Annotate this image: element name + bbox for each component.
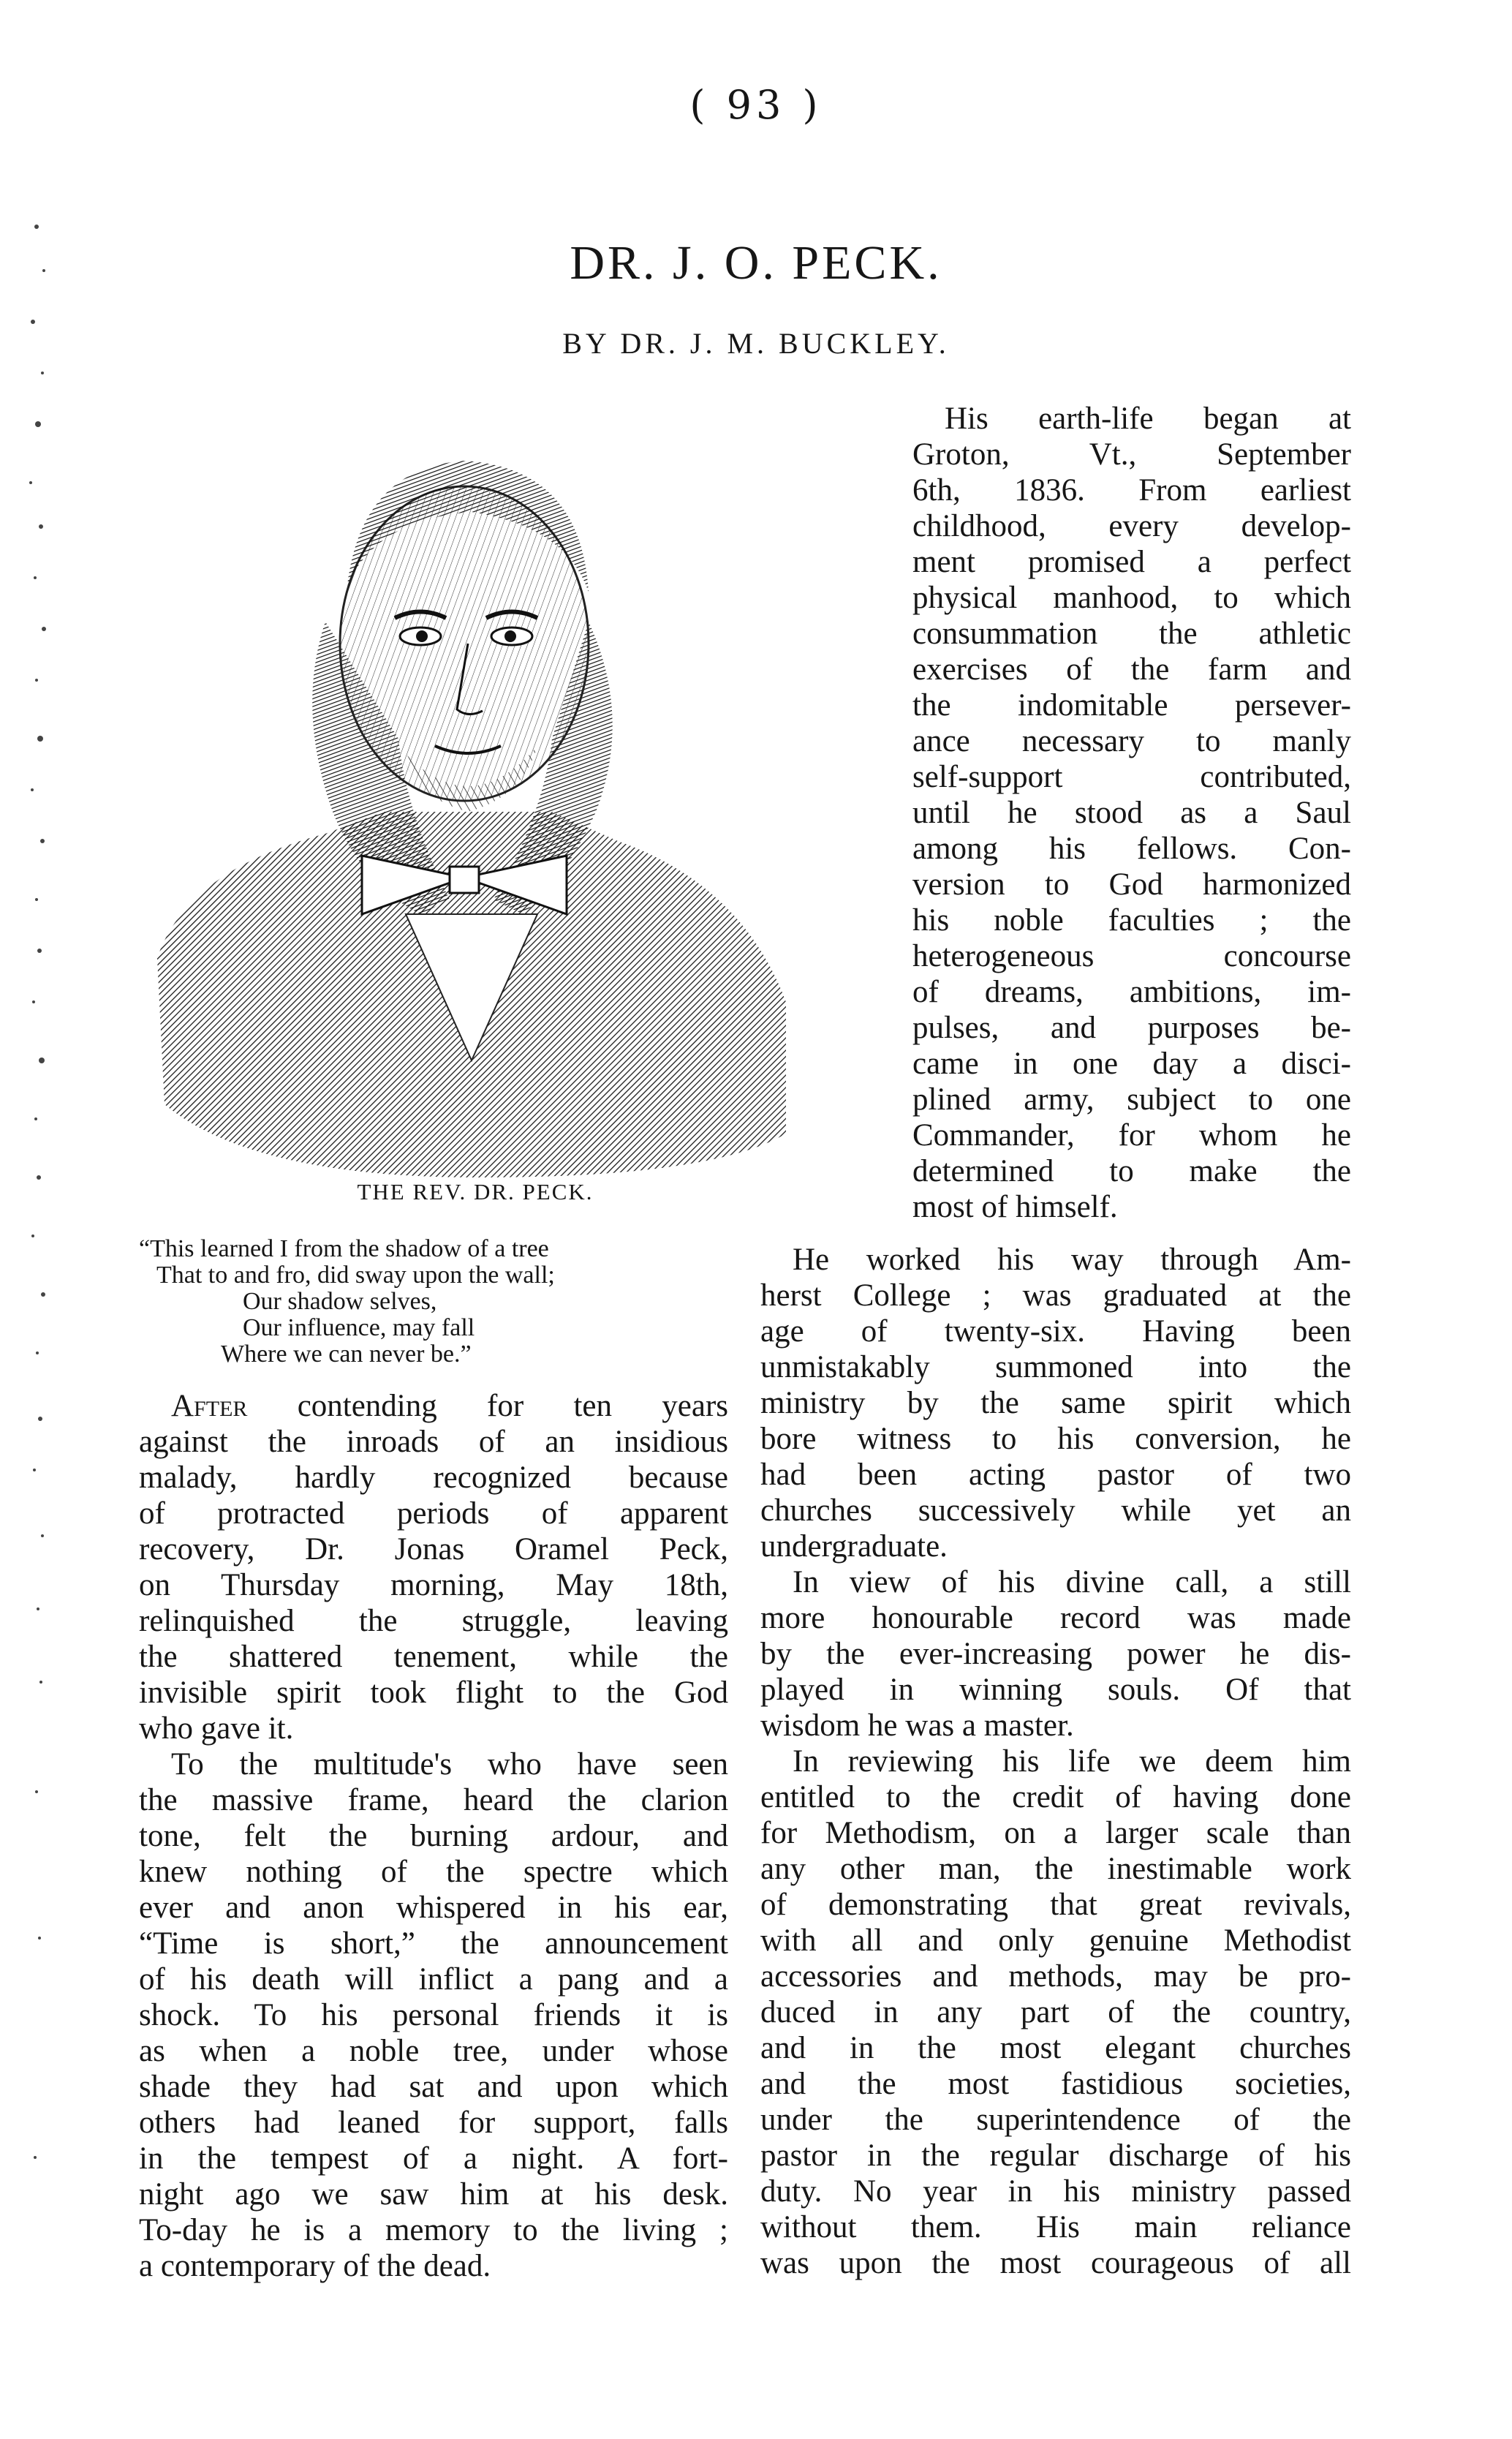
text-line: bore witness to his conversion, he <box>760 1422 1351 1456</box>
portrait-caption: THE REV. DR. PECK. <box>357 1179 594 1205</box>
text-line: 6th, 1836. From earliest <box>912 473 1351 508</box>
verse-line: Our shadow selves, <box>243 1288 437 1315</box>
verse-line: That to and fro, did sway upon the wall; <box>156 1262 555 1289</box>
verse-line: Our influence, may fall <box>243 1314 475 1341</box>
text-line: more honourable record was made <box>760 1601 1351 1635</box>
text-line: unmistakably summoned into the <box>760 1350 1351 1384</box>
margin-speckle <box>22 183 58 2377</box>
text-line: until he stood as a Saul <box>912 796 1351 830</box>
text-line: knew nothing of the spectre which <box>139 1855 728 1889</box>
text-line: his noble faculties ; the <box>912 903 1351 938</box>
epigraph-verse <box>132 1236 731 1368</box>
text-line: who gave it. <box>139 1711 294 1746</box>
text-line: version to God harmonized <box>912 867 1351 902</box>
text-line: exercises of the farm and <box>912 652 1351 687</box>
text-line: others had leaned for support, falls <box>139 2106 728 2140</box>
text-line: played in winning souls. Of that <box>760 1673 1351 1707</box>
right-column-top <box>912 401 1351 1225</box>
text-line: relinquished the struggle, leaving <box>139 1604 728 1638</box>
text-line: for Methodism, on a larger scale than <box>760 1816 1351 1850</box>
text-line: tone, felt the burning ardour, and <box>139 1819 728 1853</box>
text-line: of his death will inflict a pang and a <box>139 1962 728 1997</box>
text-line: any other man, the inestimable work <box>760 1852 1351 1886</box>
text-line: ance necessary to manly <box>912 724 1351 758</box>
text-line: pastor in the regular discharge of his <box>760 2138 1351 2173</box>
text-line: on Thursday morning, May 18th, <box>139 1568 728 1602</box>
text-line: had been acting pastor of two <box>760 1458 1351 1492</box>
text-line: of protracted periods of apparent <box>139 1496 728 1531</box>
text-line: as when a noble tree, under whose <box>139 2034 728 2068</box>
text-line: the shattered tenement, while the <box>139 1640 728 1674</box>
article-title: DR. J. O. PECK. <box>570 236 942 290</box>
text-line: ever and anon whispered in his ear, <box>139 1890 728 1925</box>
text-line: ment promised a perfect <box>912 545 1351 579</box>
text-line: most of himself. <box>912 1190 1118 1224</box>
text-line: by the ever-increasing power he dis- <box>760 1637 1351 1671</box>
text-line: malady, hardly recognized because <box>139 1460 728 1495</box>
text-line: plined army, subject to one <box>912 1082 1351 1117</box>
text-line: Commander, for whom he <box>912 1118 1351 1153</box>
text-line: His earth-life began at <box>945 402 1351 436</box>
text-line: shock. To his personal friends it is <box>139 1998 728 2032</box>
text-line: In reviewing his life we deem him <box>793 1744 1351 1779</box>
text-line: undergraduate. <box>760 1529 948 1564</box>
text-line: churches successively while yet an <box>760 1493 1351 1528</box>
text-line: determined to make the <box>912 1154 1351 1188</box>
verse-line: “This learned I from the shadow of a tree <box>139 1235 549 1262</box>
text-line: To-day he is a memory to the living ; <box>139 2213 728 2247</box>
text-line: and the most fastidious societies, <box>760 2067 1351 2101</box>
text-line: the massive frame, heard the clarion <box>139 1783 728 1817</box>
text-line: He worked his way through Am- <box>793 1243 1351 1277</box>
text-line: wisdom he was a master. <box>760 1708 1074 1743</box>
text-line: invisible spirit took flight to the God <box>139 1675 728 1710</box>
verse-line: Where we can never be.” <box>221 1341 472 1368</box>
article-byline: BY DR. J. M. BUCKLEY. <box>562 327 950 360</box>
text-line: age of twenty-six. Having been <box>760 1314 1351 1349</box>
text-line: in the tempest of a night. A fort- <box>139 2141 728 2176</box>
portrait-engraving <box>143 402 801 1177</box>
text-line: To the multitude's who have seen <box>171 1747 728 1782</box>
text-line: recovery, Dr. Jonas Oramel Peck, <box>139 1532 728 1567</box>
text-line: came in one day a disci- <box>912 1047 1351 1081</box>
text-line: consummation the athletic <box>912 617 1351 651</box>
text-line: against the inroads of an insidious <box>139 1425 728 1459</box>
text-line: night ago we saw him at his desk. <box>139 2177 728 2212</box>
right-column-body <box>760 1242 1351 2281</box>
text-line: childhood, every develop- <box>912 509 1351 543</box>
text-line: accessories and methods, may be pro- <box>760 1959 1351 1994</box>
text-line: the indomitable persever- <box>912 688 1351 723</box>
page-number: ( 93 ) <box>689 82 823 128</box>
text-line: After contending for ten years <box>171 1389 728 1423</box>
text-line: duty. No year in his ministry passed <box>760 2174 1351 2209</box>
text-line: “Time is short,” the announcement <box>139 1926 728 1961</box>
text-line: a contemporary of the dead. <box>139 2249 491 2283</box>
text-line: was upon the most courageous of all <box>760 2246 1351 2280</box>
text-line: self-support contributed, <box>912 760 1351 794</box>
text-line: In view of his divine call, a still <box>793 1565 1351 1599</box>
left-column-body <box>139 1388 728 2284</box>
text-line: shade they had sat and upon which <box>139 2070 728 2104</box>
text-line: herst College ; was graduated at the <box>760 1278 1351 1313</box>
text-line: ministry by the same spirit which <box>760 1386 1351 1420</box>
text-line: and in the most elegant churches <box>760 2031 1351 2065</box>
text-line: of dreams, ambitions, im- <box>912 975 1351 1009</box>
text-line: duced in any part of the country, <box>760 1995 1351 2029</box>
text-line: entitled to the credit of having done <box>760 1780 1351 1814</box>
text-line: heterogeneous concourse <box>912 939 1351 973</box>
text-line: among his fellows. Con- <box>912 832 1351 866</box>
text-line: under the superintendence of the <box>760 2103 1351 2137</box>
text-line: of demonstrating that great revivals, <box>760 1888 1351 1922</box>
text-line: pulses, and purposes be- <box>912 1011 1351 1045</box>
text-line: physical manhood, to which <box>912 581 1351 615</box>
text-line: Groton, Vt., September <box>912 437 1351 472</box>
text-line: without them. His main reliance <box>760 2210 1351 2244</box>
text-line: with all and only genuine Methodist <box>760 1923 1351 1958</box>
